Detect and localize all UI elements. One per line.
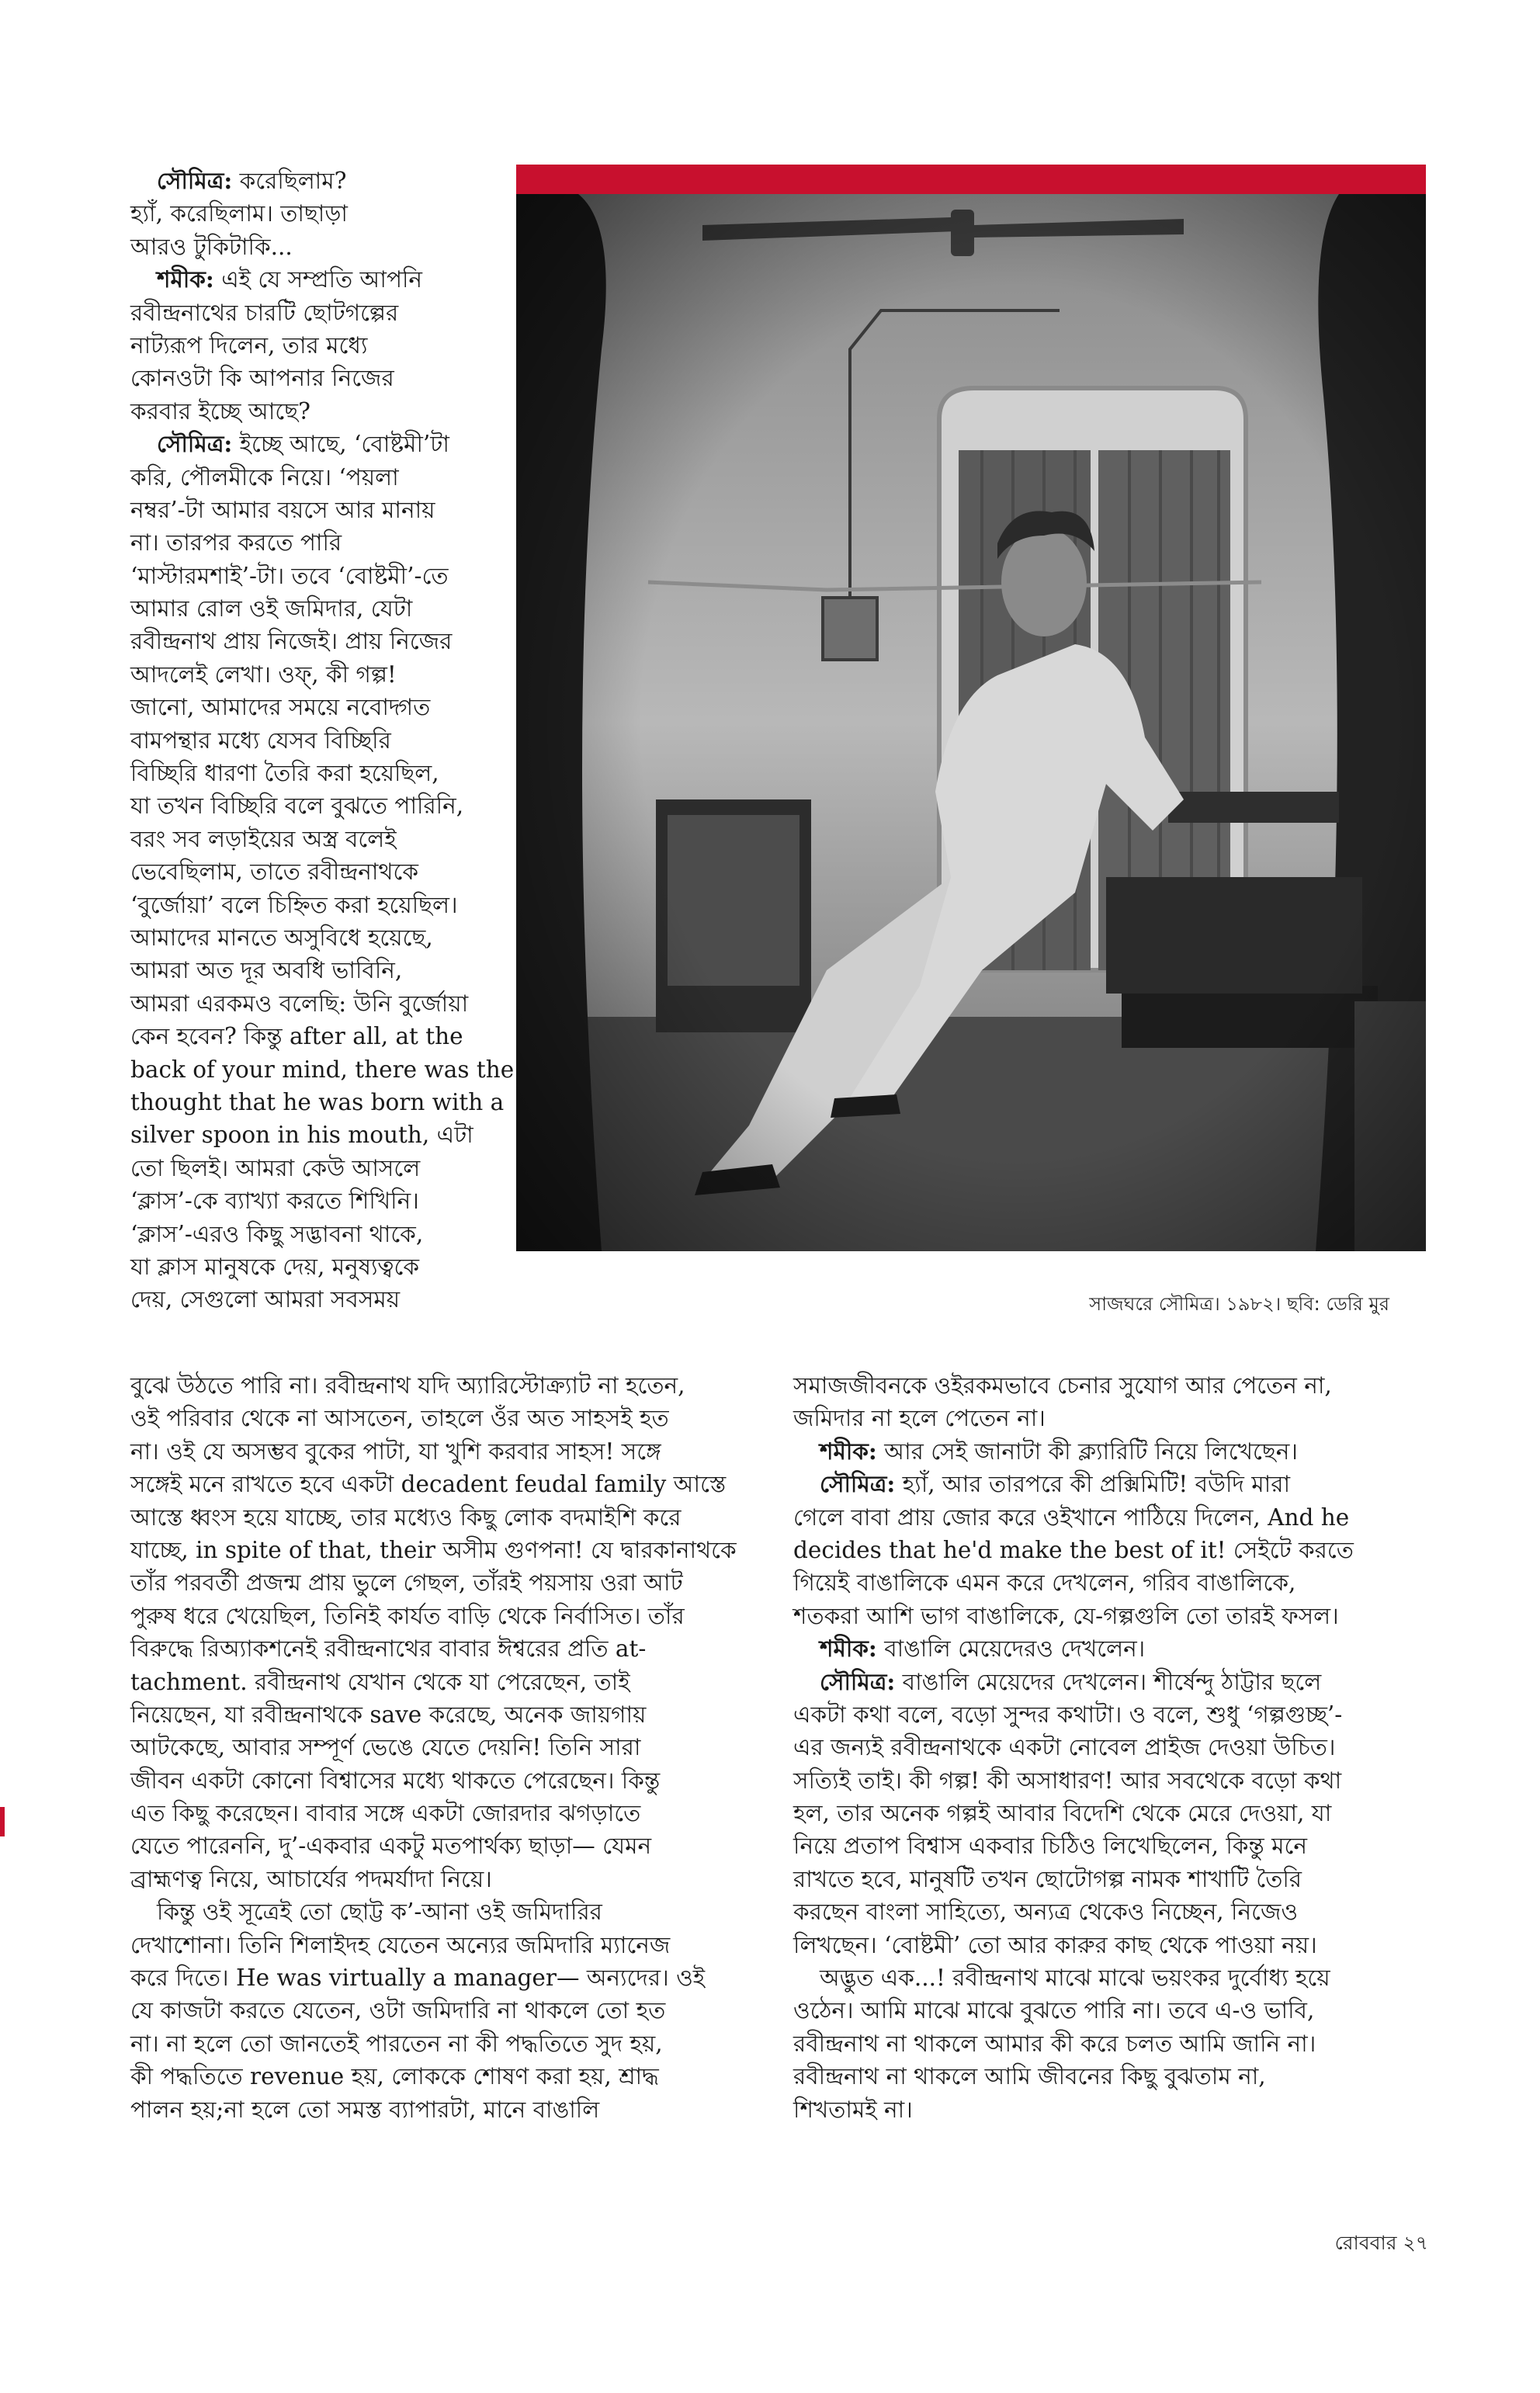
line-text: গেলে বাবা প্রায় জোর করে ওইখানে পাঠিয়ে দিলেন, And he — [793, 1503, 1350, 1531]
text-line — [130, 1152, 495, 1184]
text-line — [130, 1961, 751, 1994]
line-text: tachment. রবীন্দ্রনাথ যেখান থেকে যা পেরেছেন, তাই — [130, 1668, 630, 1695]
speaker-name: সৌমিত্র — [820, 1667, 887, 1695]
text-line — [793, 1994, 1414, 2027]
speaker-name: সৌমিত্র — [157, 430, 224, 458]
line-text: শতকরা আশি ভাগ বাঙালিকে, যে-গল্পগুলি তো তারই ফসল। — [793, 1602, 1339, 1629]
line-text: পালন হয়;না হলে তো সমস্ত ব্যাপারটা, মানে বাঙালি — [130, 2096, 600, 2123]
article-column-right — [793, 1369, 1414, 2126]
line-text: করবার ইচ্ছে আছে? — [130, 397, 310, 425]
photo-caption: সাজঘরে সৌমিত্র। ১৯৮২। ছবি: ডেরি মুর — [1089, 1293, 1389, 1315]
text-line — [130, 855, 495, 888]
text-line — [130, 658, 495, 691]
text-line — [130, 625, 495, 657]
speaker-colon: : — [205, 265, 214, 293]
text-line — [130, 1184, 495, 1217]
text-line — [793, 2027, 1414, 2060]
text-line — [130, 592, 495, 625]
line-text: কোনওটা কি আপনার নিজের — [130, 365, 394, 392]
text-line — [793, 2093, 1414, 2126]
text-line — [130, 263, 495, 296]
speaker-name: শমীক — [820, 1437, 869, 1465]
line-text: এত কিছু করেছেন। বাবার সঙ্গে একটা জোরদার ঝগড়াতে — [130, 1800, 641, 1827]
line-text: রবীন্দ্রনাথ প্রায় নিজেই। প্রায় নিজের — [130, 628, 453, 655]
text-line — [130, 1086, 505, 1118]
line-text: decides that he'd make the best of it! সেইটে করতে — [793, 1536, 1354, 1563]
line-text: শিখতামই না। — [793, 2096, 913, 2123]
line-text: thought that he was born with a — [130, 1088, 505, 1115]
text-line — [793, 1402, 1414, 1434]
text-line — [793, 1666, 1414, 1698]
line-text: বিরুদ্ধে রিঅ্যাকশনেই রবীন্দ্রনাথের বাবার ঈশ্বরের প্রতি at- — [130, 1635, 647, 1663]
line-text: আটকেছে, আবার সম্পূর্ণ ভেঙে যেতে দেয়নি! তিনি সারা — [130, 1734, 641, 1761]
line-text: আরও টুকিটাকি... — [130, 233, 293, 260]
line-text: গিয়েই বাঙালিকে এমন করে দেখলেন, গরিব বাঙালিকে, — [793, 1569, 1296, 1597]
text-line — [793, 1501, 1414, 1534]
line-text: হল, তার অনেক গল্পই আবার বিদেশি থেকে মেরে দেওয়া, যা — [793, 1800, 1332, 1827]
line-text: না। ওই যে অসম্ভব বুকের পাটা, যা খুশি করবার সাহস! সঙ্গে — [130, 1438, 661, 1465]
text-line — [130, 1534, 751, 1566]
line-text: ইচ্ছে আছে, ‘বোষ্টমী’টা — [232, 431, 449, 458]
line-text: ওই পরিবার থেকে না আসতেন, তাহলে ওঁর অত সাহসই হত — [130, 1405, 669, 1432]
line-text: পুরুষ ধরে খেয়েছিল, তিনিই কার্যত বাড়ি থেকে নির্বাসিত। তাঁর — [130, 1602, 685, 1629]
line-text: ব্রাহ্মণত্ব নিয়ে, আচার্যের পদমর্যাদা নিয়ে। — [130, 1865, 492, 1892]
line-text: করেছিলাম? — [232, 168, 347, 194]
photo-illustration — [516, 194, 1426, 1251]
line-text: বিচ্ছিরি ধারণা তৈরি করা হয়েছিল, — [130, 760, 439, 787]
line-text: সত্যিই তাই। কী গল্প! কী অসাধারণ! আর সবথেকে বড়ো কথা — [793, 1767, 1342, 1794]
line-text: আর সেই জানাটা কী ক্ল্যারিটি নিয়ে লিখেছেন। — [876, 1438, 1298, 1465]
line-text: লিখছেন। ‘বোষ্টমী’ তো আর কারুর কাছ থেকে পাওয়া নয়। — [793, 1931, 1317, 1958]
line-text: আস্তে ধ্বংস হয়ে যাচ্ছে, তার মধ্যেও কিছু লোক বদমাইশি করে — [130, 1503, 682, 1531]
text-line — [793, 1600, 1414, 1632]
text-line — [130, 691, 495, 723]
text-line — [130, 1020, 495, 1053]
line-text: রাখতে হবে, মানুষটি তখন ছোটোগল্প নামক শাখাটি তৈরি — [793, 1865, 1302, 1892]
line-text: বুঝে উঠতে পারি না। রবীন্দ্রনাথ যদি অ্যারিস্টোক্র্যাট না হতেন, — [130, 1372, 685, 1399]
line-text: সমাজজীবনকে ওইরকমভাবে চেনার সুযোগ আর পেতেন না, — [793, 1372, 1332, 1399]
line-text: আমরা এরকমও বলেছি: উনি বুর্জোয়া — [130, 990, 469, 1017]
line-text: ‘মাস্টারমশাই’-টা। তবে ‘বোষ্টমী’-তে — [130, 562, 449, 589]
speaker-name: সৌমিত্র — [157, 167, 224, 194]
line-text: রবীন্দ্রনাথের চারটি ছোটগল্পের — [130, 299, 399, 326]
text-line — [130, 1863, 751, 1895]
text-line — [793, 1731, 1414, 1764]
speaker-name: সৌমিত্র — [820, 1470, 887, 1498]
line-text: নিয়েছেন, যা রবীন্দ্রনাথকে save করেছে, অনেক জায়গায় — [130, 1701, 647, 1728]
text-line — [793, 1468, 1414, 1500]
text-line — [793, 1829, 1414, 1862]
line-text: বরং সব লড়াইয়ের অস্ত্র বলেই — [130, 825, 397, 852]
text-line — [130, 1369, 751, 1402]
text-line — [130, 165, 495, 197]
line-text: হ্যাঁ, করেছিলাম। তাছাড়া — [130, 200, 348, 227]
text-line — [130, 428, 495, 460]
text-line — [130, 1698, 751, 1731]
text-line — [130, 1283, 495, 1316]
text-line — [793, 1895, 1414, 1928]
article-column-left — [130, 165, 515, 1316]
line-text: অদ্ভুত এক...! রবীন্দ্রনাথ মাঝে মাঝে ভয়ংকর দুর্বোধ্য হয়ে — [820, 1965, 1330, 1992]
text-line — [793, 2060, 1414, 2093]
text-line — [793, 1797, 1414, 1829]
text-line — [793, 1961, 1414, 1994]
line-text: রবীন্দ্রনাথ না থাকলে আমি জীবনের কিছু বুঝতাম না, — [793, 2063, 1266, 2090]
text-line — [130, 889, 495, 921]
text-line — [130, 526, 495, 559]
speaker-colon: : — [224, 167, 233, 194]
text-line — [130, 1994, 751, 2027]
line-text: দেখাশোনা। তিনি শিলাইদহ যেতেন অন্যের জমিদারি ম্যানেজ — [130, 1931, 671, 1958]
line-text: বাঙালি মেয়েদেরও দেখলেন। — [876, 1635, 1146, 1663]
text-line — [130, 362, 495, 394]
text-line — [130, 2027, 751, 2060]
line-text: তো ছিলই। আমরা কেউ আসলে — [130, 1154, 421, 1181]
line-text: ‘বুর্জোয়া’ বলে চিহ্নিত করা হয়েছিল। — [130, 891, 458, 918]
line-text: জীবন একটা কোনো বিশ্বাসের মধ্যে থাকতে পেরেছেন। কিন্তু — [130, 1767, 661, 1794]
speaker-name: শমীক — [820, 1635, 869, 1663]
text-line — [130, 1053, 515, 1086]
speaker-colon: : — [868, 1437, 877, 1465]
text-line — [130, 1929, 751, 1961]
line-text: যা তখন বিচ্ছিরি বলে বুঝতে পারিনি, — [130, 792, 464, 820]
text-line — [793, 1435, 1414, 1468]
text-line — [793, 1632, 1414, 1665]
line-text: দেয়, সেগুলো আমরা সবসময় — [130, 1286, 401, 1313]
line-text: বাঙালি মেয়েদের দেখলেন। শীর্ষেন্দু ঠাট্টার ছলে — [895, 1668, 1322, 1695]
text-line — [130, 1566, 751, 1599]
text-line — [130, 789, 495, 822]
speaker-colon: : — [886, 1667, 896, 1695]
line-text: তাঁর পরবর্তী প্রজন্ম প্রায় ভুলে গেছল, তাঁরই পয়সায় ওরা আট — [130, 1569, 683, 1597]
text-line — [130, 1600, 751, 1632]
text-line — [793, 1369, 1414, 1402]
text-line — [130, 297, 495, 329]
line-text: ‘ক্লাস’-এরও কিছু সদ্ভাবনা থাকে, — [130, 1220, 424, 1247]
line-text: করি, পৌলমীকে নিয়ে। ‘পয়লা — [130, 463, 399, 491]
text-line — [130, 1218, 495, 1250]
text-line — [130, 494, 495, 526]
text-line — [793, 1929, 1414, 1961]
line-text: যেতে পারেননি, দু’-একবার একটু মতপার্থক্য ছাড়া— যেমন — [130, 1833, 652, 1860]
line-text: কেন হবেন? কিন্তু after all, at the — [130, 1023, 463, 1050]
text-line — [130, 757, 495, 789]
text-line — [130, 1501, 751, 1534]
text-line — [130, 921, 495, 954]
line-text: ‘ক্লাস’-কে ব্যাখ্যা করতে শিখিনি। — [130, 1188, 419, 1215]
text-line — [130, 1118, 495, 1151]
line-text: কিন্তু ওই সূত্রেই তো ছোট্ট ক’-আনা ওই জমিদারির — [157, 1899, 602, 1926]
text-line — [130, 1829, 751, 1862]
text-line — [130, 954, 495, 987]
line-text: আদলেই লেখা। ওফ্, কী গল্প! — [130, 661, 397, 688]
text-line — [130, 1435, 751, 1468]
line-text: একটা কথা বলে, বড়ো সুন্দর কথাটা। ও বলে, শুধু ‘গল্পগুচ্ছ’- — [793, 1701, 1343, 1728]
text-line — [130, 987, 495, 1020]
text-line — [130, 1402, 751, 1434]
text-line — [130, 1731, 751, 1764]
text-line — [130, 197, 495, 230]
text-line — [793, 1534, 1414, 1566]
line-text: সঙ্গেই মনে রাখতে হবে একটা decadent feudal family আস্তে — [130, 1471, 727, 1498]
edge-color-mark — [0, 1807, 5, 1836]
speaker-colon: : — [886, 1470, 896, 1498]
line-text: জমিদার না হলে পেতেন না। — [793, 1405, 1046, 1432]
text-line — [130, 461, 495, 494]
article-column-bottom-left — [130, 1369, 751, 2126]
line-text: যে কাজটা করতে যেতেন, ওটা জমিদারি না থাকলে তো হত — [130, 1997, 666, 2024]
line-text: ওঠেন। আমি মাঝে মাঝে বুঝতে পারি না। তবে এ-ও ভাবি, — [793, 1997, 1315, 2024]
text-line — [130, 395, 495, 428]
text-line — [130, 1468, 751, 1500]
text-line — [130, 2093, 751, 2126]
text-line — [793, 1566, 1414, 1599]
photo-accent-bar — [516, 165, 1426, 194]
line-text: করে দিতে। He was virtually a manager— অন্যদের। ওই — [130, 1965, 706, 1992]
text-line — [130, 823, 495, 855]
line-text: করছেন বাংলা সাহিত্যে, অন্যত্র থেকেও নিচ্ছেন, নিজেও — [793, 1899, 1299, 1926]
speaker-colon: : — [224, 430, 233, 458]
line-text: নাট্যরূপ দিলেন, তার মধ্যে — [130, 331, 368, 359]
line-text: আমরা অত দূর অবধি ভাবিনি, — [130, 957, 403, 984]
line-text: যা ক্লাস মানুষকে দেয়, মনুষ্যত্বকে — [130, 1253, 420, 1280]
text-line — [130, 1797, 751, 1829]
text-line — [130, 1666, 751, 1698]
text-line — [130, 1632, 751, 1665]
line-text: back of your mind, there was the — [130, 1056, 515, 1083]
line-text: হ্যাঁ, আর তারপরে কী প্রক্সিমিটি! বউদি মারা — [895, 1471, 1291, 1498]
text-line — [130, 329, 495, 362]
line-text: না। না হলে তো জানতেই পারতেন না কী পদ্ধতিতে সুদ হয়, — [130, 2030, 663, 2057]
line-text: আমাদের মানতে অসুবিধে হয়েছে, — [130, 924, 433, 951]
line-text: রবীন্দ্রনাথ না থাকলে আমার কী করে চলত আমি জানি না। — [793, 2030, 1316, 2057]
text-line — [130, 2060, 751, 2093]
text-line — [130, 560, 495, 592]
text-line — [130, 1764, 751, 1797]
speaker-name: শমীক — [157, 265, 206, 293]
speaker-colon: : — [868, 1635, 877, 1663]
line-text: কী পদ্ধতিতে revenue হয়, লোককে শোষণ করা হয়, শ্রাদ্ধ — [130, 2063, 659, 2090]
line-text: আমার রোল ওই জমিদার, যেটা — [130, 595, 413, 623]
line-text: বামপন্থার মধ্যে যেসব বিচ্ছিরি — [130, 727, 391, 754]
text-line — [130, 1895, 751, 1928]
line-text: নম্বর’-টা আমার বয়সে আর মানায় — [130, 496, 435, 523]
line-text: যাচ্ছে, in spite of that, their অসীম গুণপনা! যে দ্বারকানাথকে — [130, 1536, 737, 1563]
line-text: নিয়ে প্রতাপ বিশ্বাস একবার চিঠিও লিখেছিলেন, কিন্তু মনে — [793, 1833, 1307, 1860]
line-text: এই যে সম্প্রতি আপনি — [213, 266, 423, 293]
text-line — [793, 1698, 1414, 1731]
line-text: silver spoon in his mouth, এটা — [130, 1122, 473, 1149]
text-line — [793, 1863, 1414, 1895]
text-line — [793, 1764, 1414, 1797]
text-line — [130, 724, 495, 757]
line-text: ভেবেছিলাম, তাতে রবীন্দ্রনাথকে — [130, 858, 418, 886]
text-line — [130, 1250, 495, 1283]
line-text: জানো, আমাদের সময়ে নবোদ্গত — [130, 694, 431, 721]
page-folio: রোববার ২৭ — [1334, 2232, 1428, 2254]
line-text: এর জন্যই রবীন্দ্রনাথকে একটা নোবেল প্রাইজ দেওয়া উচিত। — [793, 1734, 1336, 1761]
line-text: না। তারপর করতে পারি — [130, 529, 342, 557]
photo-backstage — [516, 194, 1426, 1251]
text-line — [130, 231, 495, 263]
